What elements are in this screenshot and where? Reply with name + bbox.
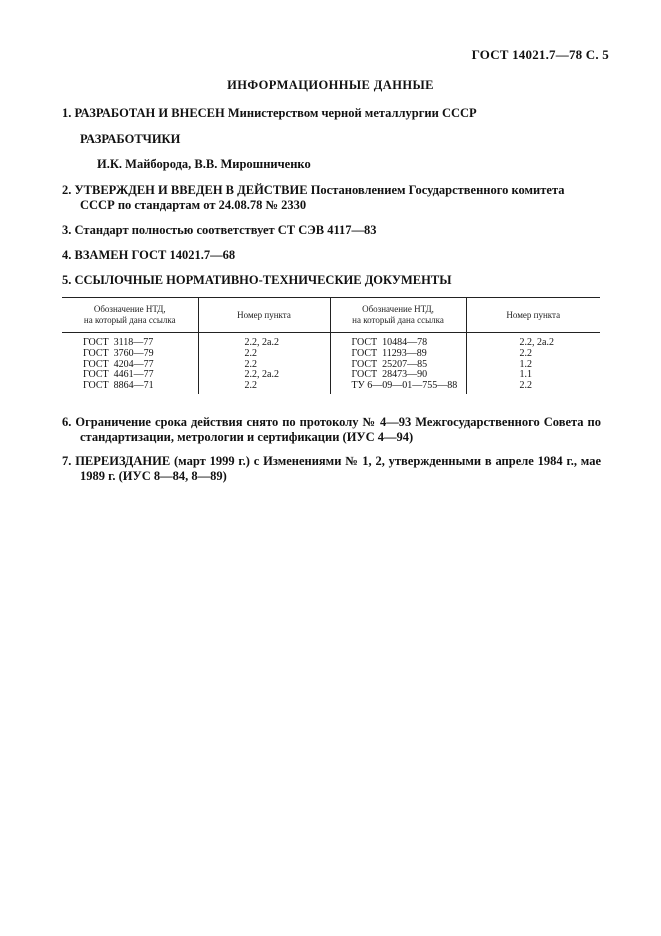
- table-cell: ТУ 6—09—01—755—88: [330, 381, 466, 394]
- section-5: [62, 273, 601, 288]
- section-7-number: 7.: [62, 454, 72, 468]
- section-3-text: Стандарт полностью соответствует СТ СЭВ 4117—83: [74, 223, 377, 237]
- section-2-bold: УТВЕРЖДЕН И ВВЕДЕН В ДЕЙСТВИЕ: [74, 183, 308, 197]
- section-7-text: (март 1999 г.) с Изменениями № 1, 2, утвержденными в апреле 1984 г., мае 1989 г. (ИУС 8—84, 8—89): [80, 454, 601, 483]
- section-5-text: ССЫЛОЧНЫЕ НОРМАТИВНО-ТЕХНИЧЕСКИЕ ДОКУМЕНТЫ: [74, 273, 452, 287]
- section-3-number: 3.: [62, 223, 72, 237]
- table-cell: 1.2: [466, 360, 600, 371]
- table-cell: 2.2, 2а.2: [198, 333, 330, 349]
- page-header: ГОСТ 14021.7—78 С. 5: [471, 47, 609, 62]
- table-header-ntd-left: Обозначение НТД, на который дана ссылка: [62, 298, 198, 333]
- table-cell: 1.1: [466, 370, 600, 381]
- table-cell: ГОСТ 4461—77: [83, 369, 154, 381]
- section-4: [62, 248, 601, 263]
- table-header-ntd-right: Обозначение НТД, на который дана ссылка: [330, 298, 466, 333]
- developers-names: И.К. Майборода, В.В. Мирошниченко: [97, 157, 311, 171]
- section-2: [62, 183, 601, 213]
- table-cell: 2.2: [466, 381, 600, 394]
- section-6: [62, 415, 601, 445]
- table-cell: 2.2: [198, 349, 330, 360]
- table-cell: 2.2, 2а.2: [466, 333, 600, 349]
- table-row: [62, 381, 600, 394]
- section-4-text: ВЗАМЕН ГОСТ 14021.7—68: [74, 248, 236, 262]
- section-1-number: 1.: [62, 106, 72, 120]
- section-2-text: Постановлением Государственного комитета СССР по стандартам от 24.08.78 № 2330: [80, 183, 565, 212]
- table-cell: ГОСТ 11293—89: [330, 349, 466, 360]
- table-cell: 2.2, 2а.2: [198, 370, 330, 381]
- table-cell: ГОСТ 25207—85: [330, 360, 466, 371]
- section-6-number: 6.: [62, 415, 72, 429]
- table-cell: 2.2: [198, 360, 330, 371]
- document-title: ИНФОРМАЦИОННЫЕ ДАННЫЕ: [227, 78, 434, 92]
- section-1-text: Министерством черной металлургии СССР: [224, 106, 477, 120]
- section-7-bold: ПЕРЕИЗДАНИЕ: [75, 454, 171, 468]
- table-cell: ГОСТ 8864—71: [83, 380, 154, 392]
- section-6-text: Ограничение срока действия снято по протоколу № 4—93 Межгосударственного Совета по стандартизации, метрологии и сертификации (ИУС 4—94): [75, 415, 601, 444]
- section-5-number: 5.: [62, 273, 72, 287]
- table-header-item-right: Номер пункта: [466, 298, 600, 333]
- table-cell: ГОСТ 4204—77: [83, 358, 154, 370]
- section-1-bold: РАЗРАБОТАН И ВНЕСЕН: [74, 106, 225, 120]
- table-cell: ГОСТ 10484—78: [330, 333, 466, 349]
- table-row: [62, 349, 600, 360]
- section-3: [62, 223, 601, 238]
- references-table: [62, 297, 600, 394]
- section-1: [62, 106, 601, 121]
- table-cell: 2.2: [198, 381, 330, 394]
- table-row: [62, 333, 600, 349]
- developers-heading: РАЗРАБОТЧИКИ: [80, 132, 181, 146]
- section-2-number: 2.: [62, 183, 72, 197]
- table-cell: ГОСТ 3118—77: [83, 337, 154, 348]
- table-cell: ГОСТ 28473—90: [330, 370, 466, 381]
- table-cell: 2.2: [466, 349, 600, 360]
- table-header-row: [62, 298, 600, 333]
- table-header-item-left: Номер пункта: [198, 298, 330, 333]
- section-4-number: 4.: [62, 248, 72, 262]
- table-cell: ГОСТ 3760—79: [83, 347, 154, 359]
- section-7: [62, 454, 601, 484]
